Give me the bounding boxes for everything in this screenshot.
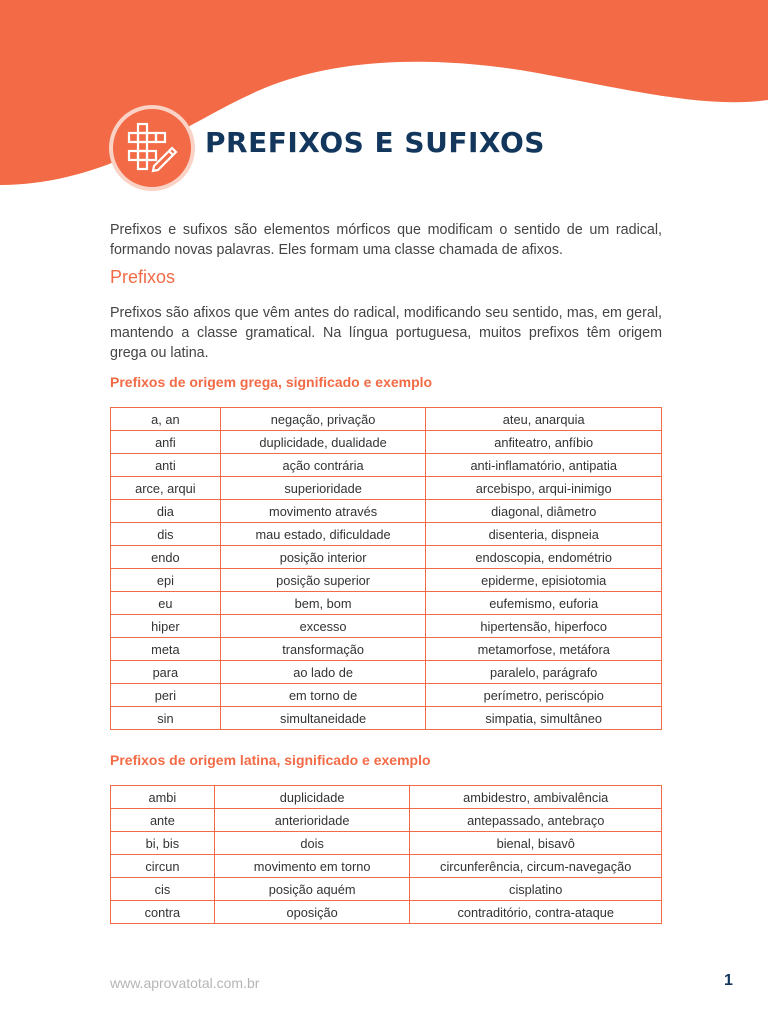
table-row [111, 855, 662, 878]
table-row [111, 707, 662, 730]
example-cell: bienal, bisavô [410, 832, 662, 855]
meaning-cell: oposição [214, 901, 410, 924]
prefix-cell: eu [111, 592, 221, 615]
example-cell: endoscopia, endométrio [426, 546, 662, 569]
meaning-cell: anterioridade [214, 809, 410, 832]
prefix-cell: meta [111, 638, 221, 661]
prefix-cell: circun [111, 855, 215, 878]
table-row [111, 638, 662, 661]
example-cell: diagonal, diâmetro [426, 500, 662, 523]
prefix-cell: cis [111, 878, 215, 901]
table-row [111, 546, 662, 569]
prefix-cell: ambi [111, 786, 215, 809]
meaning-cell: negação, privação [220, 408, 426, 431]
table-row [111, 500, 662, 523]
table-row [111, 431, 662, 454]
intro-paragraph: Prefixos e sufixos são elementos mórficos que modificam o sentido de um radical, formando novas palavras. Eles formam uma classe chamada de afixos. [110, 222, 662, 258]
meaning-cell: posição interior [220, 546, 426, 569]
page-title: PREFIXOS E SUFIXOS [205, 126, 545, 159]
meaning-cell: bem, bom [220, 592, 426, 615]
prefix-cell: dia [111, 500, 221, 523]
meaning-cell: duplicidade [214, 786, 410, 809]
meaning-cell: movimento em torno [214, 855, 410, 878]
meaning-cell: duplicidade, dualidade [220, 431, 426, 454]
prefix-cell: sin [111, 707, 221, 730]
prefix-cell: anfi [111, 431, 221, 454]
footer-url-link[interactable]: www.aprovatotal.com.br [110, 975, 260, 991]
example-cell: simpatia, simultâneo [426, 707, 662, 730]
meaning-cell: transformação [220, 638, 426, 661]
prefix-cell: dis [111, 523, 221, 546]
meaning-cell: simultaneidade [220, 707, 426, 730]
latin-prefix-table [110, 785, 662, 924]
meaning-cell: superioridade [220, 477, 426, 500]
example-cell: perímetro, periscópio [426, 684, 662, 707]
table-row [111, 592, 662, 615]
prefix-cell: contra [111, 901, 215, 924]
example-cell: disenteria, dispneia [426, 523, 662, 546]
prefix-cell: a, an [111, 408, 221, 431]
prefix-cell: para [111, 661, 221, 684]
meaning-cell: posição aquém [214, 878, 410, 901]
prefix-cell: arce, arqui [111, 477, 221, 500]
page-number: 1 [724, 972, 733, 989]
table-row [111, 569, 662, 592]
prefix-cell: peri [111, 684, 221, 707]
meaning-cell: ação contrária [220, 454, 426, 477]
example-cell: anti-inflamatório, antipatia [426, 454, 662, 477]
prefix-cell: ante [111, 809, 215, 832]
table-row [111, 809, 662, 832]
table-row [111, 408, 662, 431]
table-row [111, 684, 662, 707]
table-row [111, 661, 662, 684]
example-cell: antepassado, antebraço [410, 809, 662, 832]
prefix-cell: bi, bis [111, 832, 215, 855]
table-row [111, 454, 662, 477]
section-title-prefixos: Prefixos [110, 267, 176, 287]
table-row [111, 477, 662, 500]
meaning-cell: posição superior [220, 569, 426, 592]
example-cell: cisplatino [410, 878, 662, 901]
prefix-cell: endo [111, 546, 221, 569]
prefixos-description: Prefixos são afixos que vêm antes do radical, modificando seu sentido, mas, em geral, mantendo a classe gramatical. Na língua portuguesa, muitos prefixos têm origem grega ou latina. [110, 305, 662, 361]
example-cell: ateu, anarquia [426, 408, 662, 431]
greek-table-title: Prefixos de origem grega, significado e exemplo [110, 374, 433, 390]
table-row [111, 615, 662, 638]
table-row [111, 901, 662, 924]
meaning-cell: em torno de [220, 684, 426, 707]
prefix-cell: hiper [111, 615, 221, 638]
example-cell: contraditório, contra-ataque [410, 901, 662, 924]
example-cell: circunferência, circum-navegação [410, 855, 662, 878]
example-cell: anfiteatro, anfíbio [426, 431, 662, 454]
meaning-cell: dois [214, 832, 410, 855]
meaning-cell: mau estado, dificuldade [220, 523, 426, 546]
table-row [111, 523, 662, 546]
crossword-pencil-icon [109, 105, 195, 191]
example-cell: paralelo, parágrafo [426, 661, 662, 684]
meaning-cell: movimento através [220, 500, 426, 523]
greek-prefix-table [110, 407, 662, 730]
meaning-cell: excesso [220, 615, 426, 638]
example-cell: epiderme, episiotomia [426, 569, 662, 592]
prefix-cell: anti [111, 454, 221, 477]
prefix-cell: epi [111, 569, 221, 592]
example-cell: hipertensão, hiperfoco [426, 615, 662, 638]
example-cell: ambidestro, ambivalência [410, 786, 662, 809]
latin-table-title: Prefixos de origem latina, significado e exemplo [110, 752, 431, 768]
meaning-cell: ao lado de [220, 661, 426, 684]
example-cell: eufemismo, euforia [426, 592, 662, 615]
example-cell: metamorfose, metáfora [426, 638, 662, 661]
table-row [111, 786, 662, 809]
table-row [111, 832, 662, 855]
table-row [111, 878, 662, 901]
example-cell: arcebispo, arqui-inimigo [426, 477, 662, 500]
